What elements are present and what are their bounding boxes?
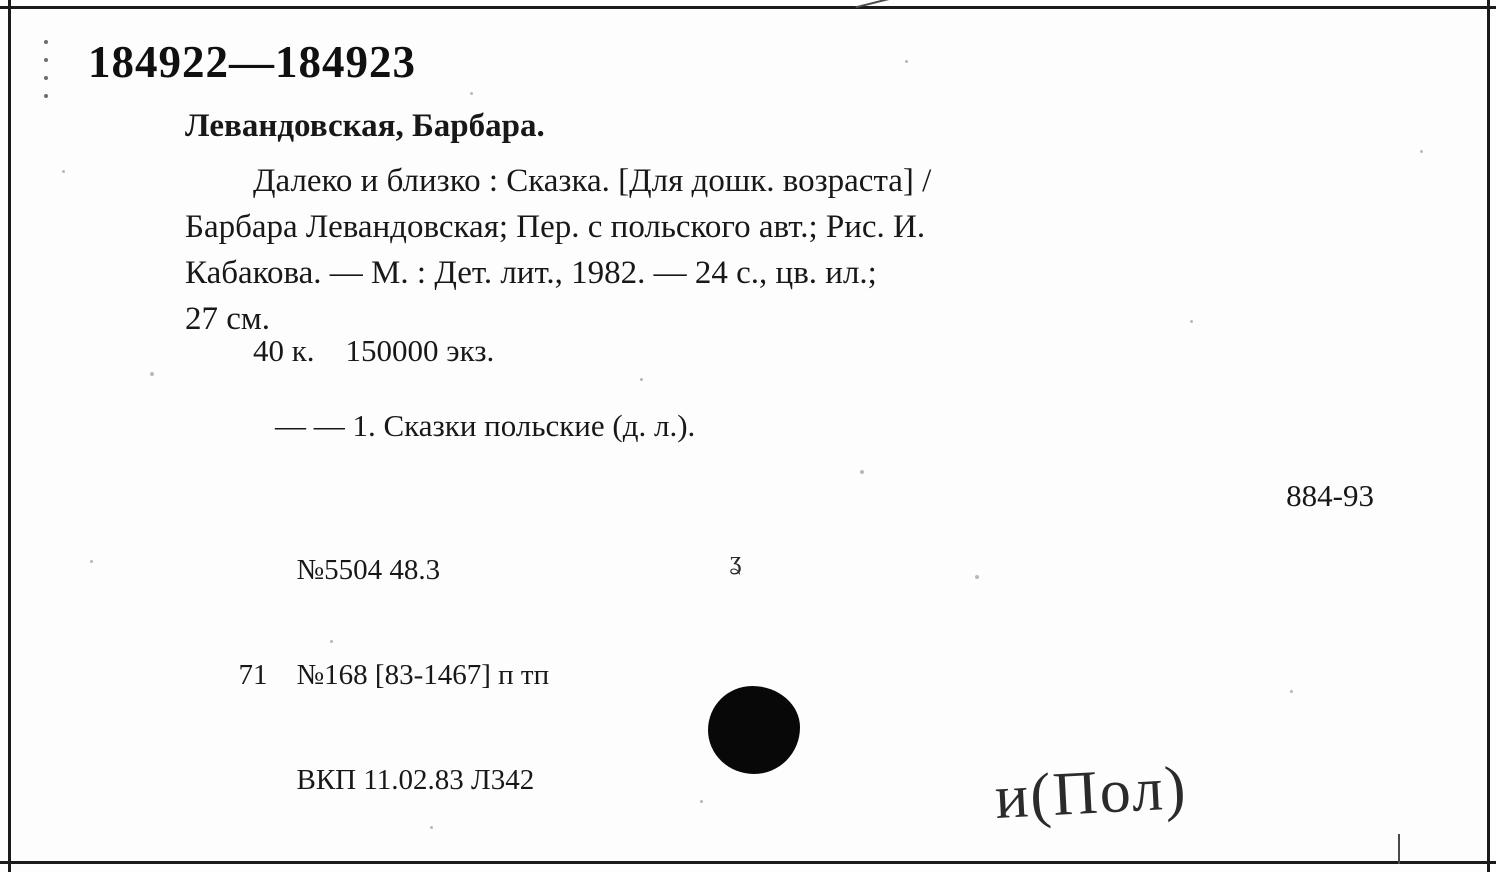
control-row-lead: 71 <box>238 659 268 691</box>
description-line: Далеко и близко : Сказка. [Для дошк. возраста] / <box>253 163 932 199</box>
stray-pen-stroke-bottom <box>1398 834 1400 864</box>
card-border-left <box>8 0 11 872</box>
control-number-row <box>195 728 549 833</box>
paper-speckle <box>150 372 154 376</box>
control-numbers-block <box>195 518 549 833</box>
card-border-top <box>0 6 1496 9</box>
classmark: 884-93 <box>1286 478 1374 513</box>
edge-speckles <box>44 40 48 110</box>
paper-speckle <box>470 92 473 95</box>
control-row-text: №168 [83-1467] п тп <box>296 659 550 691</box>
author-heading: Левандовская, Барбара. <box>185 108 545 144</box>
control-number-row <box>195 518 549 623</box>
control-row-text: №5504 48.3 <box>296 554 441 586</box>
catalog-number: 184922—184923 <box>88 37 416 87</box>
control-number-row <box>195 623 549 728</box>
handwritten-annotation: и(Пол) <box>993 754 1189 832</box>
paper-speckle <box>1420 150 1423 153</box>
paper-speckle <box>1290 690 1293 693</box>
small-pen-mark: ʓ <box>730 546 742 575</box>
subject-heading: — — 1. Сказки польские (д. л.). <box>275 408 696 443</box>
control-row-text: ВКП 11.02.83 Л342 <box>296 764 535 796</box>
description-line: Кабакова. — М. : Дет. лит., 1982. — 24 с., цв. ил.; <box>185 255 877 291</box>
paper-speckle <box>700 800 703 803</box>
ink-blot-icon <box>708 686 800 774</box>
description-line: Барбара Левандовская; Пер. с польского авт.; Рис. И. <box>185 209 926 245</box>
paper-speckle <box>905 60 908 63</box>
paper-speckle <box>640 378 643 381</box>
price-and-print-run: 40 к. 150000 экз. <box>253 333 495 368</box>
card-border-bottom <box>0 861 1496 864</box>
bibliographic-description <box>185 158 1385 342</box>
paper-speckle <box>62 170 65 173</box>
paper-speckle <box>975 575 979 579</box>
description-line: 27 см. <box>185 301 271 337</box>
paper-speckle <box>90 560 93 563</box>
paper-speckle <box>860 470 864 474</box>
card-border-right <box>1487 0 1490 872</box>
